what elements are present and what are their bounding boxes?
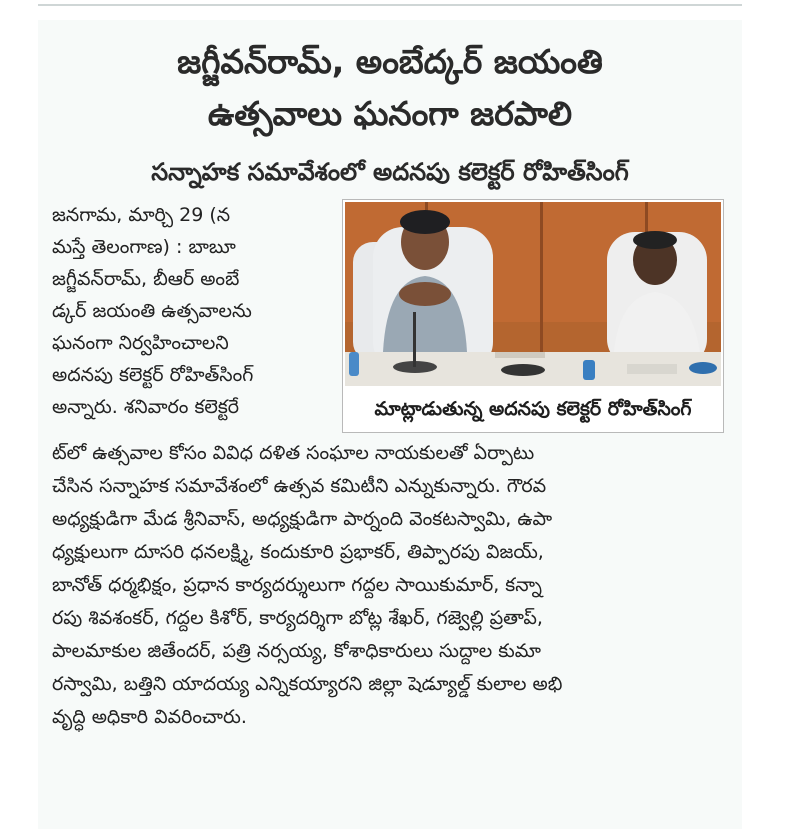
subheadline: సన్నాహక సమావేశంలో అదనపు కలెక్టర్ రోహిత్‌సింగ్ <box>151 158 629 186</box>
body-line: రపు శివశంకర్, గద్దల కిశోర్, కార్యదర్శిగా బోట్ల శేఖర్, గజ్వెల్లి ప్రతాప్, <box>52 607 543 629</box>
body-line: రస్వామి, బత్తిని యాదయ్య ఎన్నికయ్యారని జిల్లా షెడ్యూల్డ్ కులాల అభి <box>52 673 563 695</box>
news-photo <box>342 199 724 433</box>
body-line: బానోత్ ధర్మభిక్షం, ప్రధాన కార్యదర్శులుగా గద్దల సాయికుమార్, కన్నా <box>52 574 542 596</box>
body-line: జనగామ, మార్చి 29 (న <box>52 204 231 226</box>
body-line: చేసిన సన్నాహక సమావేశంలో ఉత్సవ కమిటీని ఎన్నుకున్నారు. గౌరవ <box>52 475 547 497</box>
photo-caption: మాట్లాడుతున్న అదనపు కలెక్టర్ రోహిత్‌సింగ్ <box>374 398 692 420</box>
body-line: మస్తే తెలంగాణ) : బాబూ <box>52 236 236 258</box>
bottom-fade <box>38 813 742 829</box>
top-divider <box>38 4 742 6</box>
body-line: అదనపు కలెక్టర్ రోహిత్‌సింగ్ <box>52 364 254 386</box>
body-line: ధ్యక్షులుగా దూసరి ధనలక్ష్మి, కందుకూరి ప్రభాకర్, తిప్పారపు విజయ్, <box>52 541 544 563</box>
body-line: డ్కర్ జయంతి ఉత్సవాలను <box>52 300 252 322</box>
news-clipping <box>38 20 742 829</box>
body-line: వృద్ధి అధికారి వివరించారు. <box>52 706 247 728</box>
body-line: ఘనంగా నిర్వహించాలని <box>52 332 229 354</box>
headline-line-1: జగ్జీవన్‌రామ్, అంబేద్కర్ జయంతి <box>177 42 603 81</box>
meeting-photo-image <box>345 202 721 386</box>
headline-line-2: ఉత్సవాలు ఘనంగా జరపాలి <box>207 94 573 133</box>
body-line: జగ్జీవన్‌రామ్, బీఆర్ అంబే <box>52 268 240 290</box>
body-line: ట్‌లో ఉత్సవాల కోసం వివిధ దళిత సంఘాల నాయకులతో ఏర్పాటు <box>52 442 535 464</box>
body-line: పాలమాకుల జితేందర్, పత్రి నర్సయ్య, కోశాధికారులు సుద్దాల కుమా <box>52 640 541 662</box>
body-line: అన్నారు. శనివారం కలెక్టరే <box>52 396 240 418</box>
body-line: అధ్యక్షుడిగా మేడ శ్రీనివాస్, అధ్యక్షుడిగా పార్నంది వెంకటస్వామి, ఉపా <box>52 508 553 530</box>
